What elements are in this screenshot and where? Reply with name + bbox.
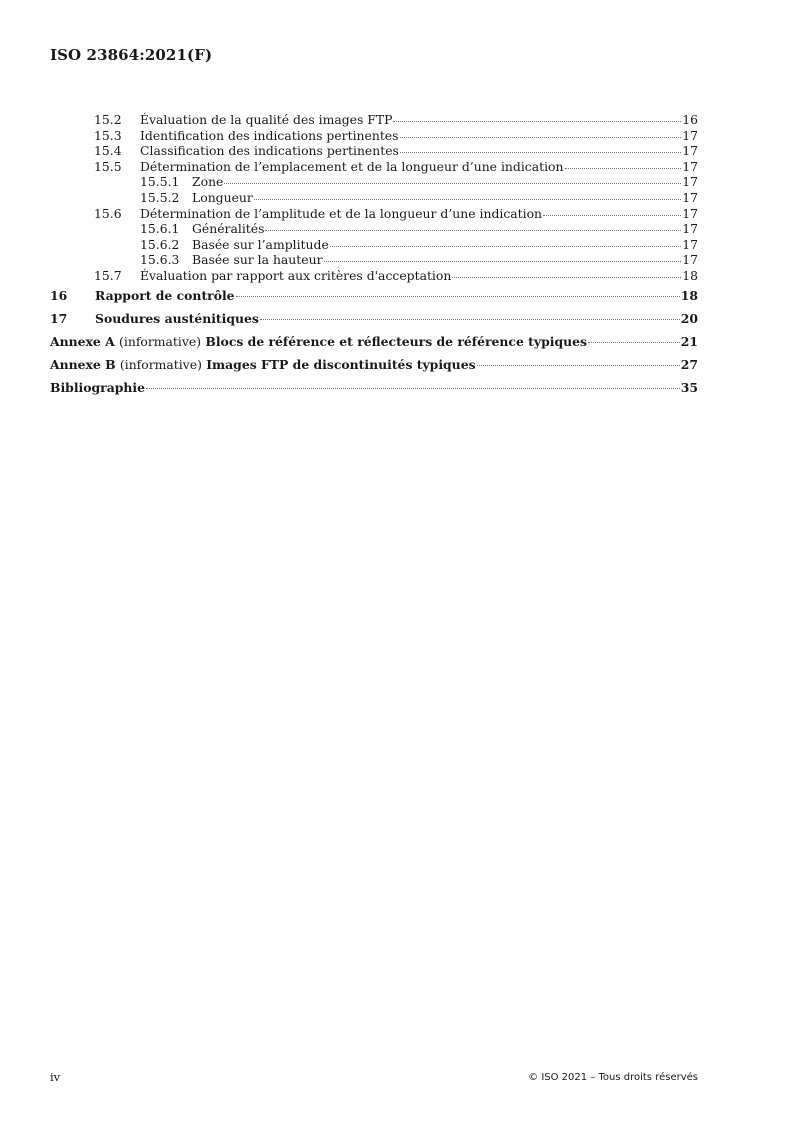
toc-entry-title: Généralités xyxy=(192,221,265,237)
toc-annex-label: Annexe A xyxy=(50,333,115,349)
dot-leader xyxy=(393,121,681,122)
toc-entry-15-4[interactable] xyxy=(50,143,698,159)
toc-entry-title: Basée sur la hauteur xyxy=(192,252,323,268)
toc-entry-number: 15.5.2 xyxy=(140,189,180,205)
toc-clause-page: 20 xyxy=(680,310,698,326)
toc-clause-16[interactable] xyxy=(50,285,698,307)
toc-entry-number: 15.5.1 xyxy=(140,174,180,190)
toc-entry-15-6-1[interactable] xyxy=(50,221,698,237)
copyright-notice: © ISO 2021 – Tous droits réservés xyxy=(528,1072,698,1083)
toc-entry-number: 15.7 xyxy=(94,267,122,283)
toc-entry-number: 15.4 xyxy=(94,143,122,159)
toc-entry-title: Détermination de l’amplitude et de la longueur d’une indication xyxy=(140,205,543,221)
toc-clause-number: 16 xyxy=(50,287,68,303)
toc-entry-15-5[interactable] xyxy=(50,159,698,175)
toc-clause-number: 17 xyxy=(50,310,68,326)
toc-entry-15-5-2[interactable] xyxy=(50,190,698,206)
toc-entry-page: 17 xyxy=(682,221,698,237)
document-id: ISO 23864:2021(F) xyxy=(50,46,213,64)
toc-entry-title: Zone xyxy=(192,174,224,190)
toc-annex-title: Blocs de référence et réflecteurs de référence typiques xyxy=(205,333,587,349)
toc-entry-title: Évaluation par rapport aux critères d'acceptation xyxy=(140,267,452,283)
toc-entry-page: 17 xyxy=(682,174,698,190)
toc-entry-page: 17 xyxy=(682,143,698,159)
toc-entry-15-3[interactable] xyxy=(50,128,698,144)
toc-bibliography-page: 35 xyxy=(680,379,698,395)
toc-entry-15-5-1[interactable] xyxy=(50,174,698,190)
dot-leader xyxy=(400,152,681,153)
toc-annex-label: Annexe B xyxy=(50,356,116,372)
toc-entry-number: 15.6.2 xyxy=(140,236,180,252)
toc-entry-title: Longueur xyxy=(192,189,253,205)
toc-entry-title: Évaluation de la qualité des images FTP xyxy=(140,112,393,127)
toc-annex-b[interactable] xyxy=(50,354,698,376)
toc-entry-page: 17 xyxy=(682,252,698,268)
dot-leader xyxy=(330,246,681,247)
dot-leader xyxy=(543,215,681,216)
toc-entry-title: Identification des indications pertinentes xyxy=(140,127,399,143)
toc-clause-title: Rapport de contrôle xyxy=(95,287,235,303)
toc-clause-page: 18 xyxy=(680,287,698,303)
dot-leader xyxy=(236,296,680,297)
toc-bibliography[interactable] xyxy=(50,377,698,399)
toc-annex-qualifier: (informative) xyxy=(119,333,202,349)
toc-entry-number: 15.6 xyxy=(94,205,122,221)
toc-entry-page: 18 xyxy=(682,267,698,283)
toc-annex-a[interactable] xyxy=(50,331,698,353)
toc-entry-15-7[interactable] xyxy=(50,268,698,284)
dot-leader xyxy=(565,168,682,169)
dot-leader xyxy=(452,277,681,278)
toc-entry-number: 15.6.3 xyxy=(140,252,180,268)
toc-entry-number: 15.5 xyxy=(94,158,122,174)
toc-entry-title: Basée sur l’amplitude xyxy=(192,236,329,252)
toc-entry-page: 17 xyxy=(682,189,698,205)
dot-leader xyxy=(146,388,680,389)
toc-entry-page: 16 xyxy=(682,112,698,127)
table-of-contents xyxy=(50,112,698,399)
toc-entry-page: 17 xyxy=(682,236,698,252)
dot-leader xyxy=(254,199,681,200)
dot-leader xyxy=(260,319,680,320)
toc-entry-15-6-3[interactable] xyxy=(50,252,698,268)
toc-clause-title: Soudures austénitiques xyxy=(95,310,259,326)
dot-leader xyxy=(588,342,680,343)
toc-entry-15-2[interactable] xyxy=(50,112,698,128)
toc-entry-15-6[interactable] xyxy=(50,206,698,222)
toc-entry-title: Classification des indications pertinentes xyxy=(140,143,399,159)
dot-leader xyxy=(324,261,682,262)
toc-annex-page: 21 xyxy=(680,333,698,349)
dot-leader xyxy=(224,183,681,184)
toc-entry-page: 17 xyxy=(682,205,698,221)
dot-leader xyxy=(265,230,681,231)
toc-annex-title: Images FTP de discontinuités typiques xyxy=(206,356,476,372)
toc-bibliography-title: Bibliographie xyxy=(50,379,146,395)
page-number: iv xyxy=(50,1070,61,1084)
toc-entry-title: Détermination de l’emplacement et de la longueur d’une indication xyxy=(140,158,564,174)
toc-entry-page: 17 xyxy=(682,158,698,174)
dot-leader xyxy=(400,137,682,138)
dot-leader xyxy=(477,365,680,366)
toc-entry-number: 15.3 xyxy=(94,127,122,143)
toc-entry-number: 15.2 xyxy=(94,112,122,127)
toc-clause-17[interactable] xyxy=(50,308,698,330)
toc-entry-15-6-2[interactable] xyxy=(50,237,698,253)
toc-annex-page: 27 xyxy=(680,356,698,372)
toc-annex-qualifier: (informative) xyxy=(119,356,202,372)
toc-entry-page: 17 xyxy=(682,127,698,143)
toc-entry-number: 15.6.1 xyxy=(140,221,180,237)
